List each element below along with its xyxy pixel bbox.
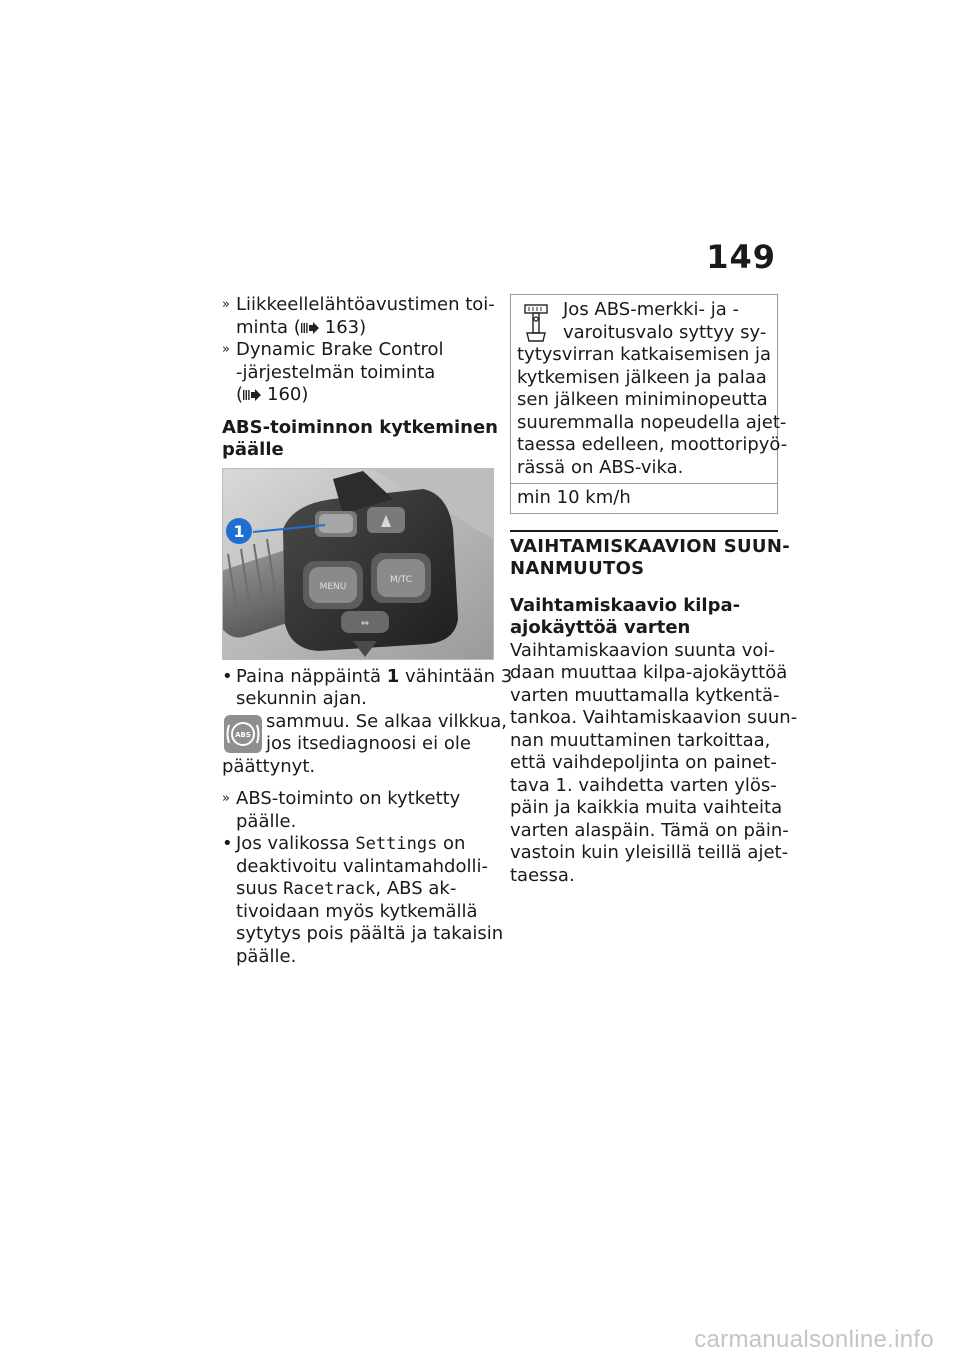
abs-heading-line-1: ABS-toiminnon kytkeminen — [222, 416, 498, 438]
warning-line-4: kytkemisen jälkeen ja palaa — [517, 366, 767, 388]
handlebar-switch-figure — [222, 468, 494, 660]
result-marker-icon: » — [222, 791, 230, 806]
result-abs-on-cont: päälle. — [236, 810, 297, 832]
paragraph-line: varten muuttamalla kytkentä- — [510, 684, 780, 706]
warning-line-8: rässä on ABS-vika. — [517, 456, 684, 478]
section-title-line-2: NANMUUTOS — [510, 558, 645, 579]
cross-reference-2-cont: -järjestelmän toiminta — [236, 361, 436, 383]
warning-line-1: Jos ABS-merkki- ja - — [563, 299, 740, 320]
paragraph-line: nan muuttaminen tarkoittaa, — [510, 729, 771, 751]
paragraph-line: daan muuttaa kilpa-ajokäyttöä — [510, 662, 788, 683]
settings-note-line-3: suus Racetrack, ABS ak- — [236, 878, 457, 899]
paragraph-line: tankoa. Vaihtamiskaavion suun- — [510, 707, 798, 728]
abs-fault-warning-box — [510, 294, 788, 514]
result-marker-icon: » — [222, 342, 230, 357]
paragraph-line: päin ja kaikkia muita vaihteita — [510, 797, 783, 818]
sub-heading-line-2: ajokäyttöä varten — [510, 617, 691, 638]
paragraph-line: Vaihtamiskaavion suunta voi- — [510, 639, 775, 661]
abs-light-note — [222, 710, 507, 756]
paragraph-line: taessa. — [510, 864, 575, 886]
cross-reference-2-page: ( 160) — [236, 384, 309, 405]
page-number: 149 — [706, 238, 776, 276]
cross-reference-2[interactable]: » Dynamic Brake Control — [222, 339, 444, 360]
page-link-160[interactable]: 160) — [267, 384, 309, 405]
menu-label: MENU — [319, 581, 347, 592]
settings-code: Settings — [355, 834, 438, 854]
abs-note-line-2: jos itsediagnoosi ei ole — [266, 733, 471, 754]
bullet-icon: • — [222, 665, 233, 687]
handlebar-switch-illustration — [223, 469, 493, 659]
abs-note-line-1: sammuu. Se alkaa vilkkua, — [266, 710, 507, 732]
bullet-icon: • — [222, 833, 233, 854]
right-column — [510, 294, 798, 887]
abs-heading-line-2: päälle — [222, 439, 284, 460]
step-press-button: • Paina näppäintä 1 vähintään 3 — [222, 665, 513, 687]
left-column — [222, 294, 513, 968]
abs-note-line-3: päättynyt. — [222, 755, 316, 777]
racetrack-code: Racetrack — [283, 879, 376, 899]
settings-note-line-4: tivoidaan myös kytkemällä — [236, 900, 478, 922]
page-link-163[interactable]: 163) — [324, 316, 367, 338]
sub-heading-line-1: Vaihtamiskaavio kilpa- — [510, 594, 741, 616]
paragraph-line: että vaihdepoljinta on painet- — [510, 752, 777, 773]
warning-text — [511, 295, 788, 483]
warning-line-7: taessa edelleen, moottoripyö- — [517, 434, 788, 455]
warning-line-2: varoitusvalo syttyy sy- — [563, 321, 767, 343]
warning-line-6: suuremmalla nopeudella ajet- — [517, 411, 787, 433]
svg-text:ABS: ABS — [235, 730, 251, 739]
warning-line-3: tytysvirran katkaisemisen ja — [517, 344, 772, 365]
step-press-button-cont: sekunnin ajan. — [236, 688, 367, 709]
warning-line-5: sen jälkeen miniminopeutta — [517, 389, 768, 410]
paragraph-line: vastoin kuin yleisillä teillä ajet- — [510, 842, 789, 863]
settings-note-line-6: päälle. — [236, 945, 297, 967]
warning-speed-value: min 10 km/h — [511, 483, 777, 513]
settings-note-line-2: deaktivoitu valintamahdolli- — [236, 855, 488, 877]
result-abs-on: » ABS-toiminto on kytketty — [222, 788, 461, 809]
callout-1-label: 1 — [233, 521, 245, 541]
section-divider — [510, 530, 790, 581]
watermark: carmanualsonline.info — [694, 1326, 934, 1353]
paragraph-line: varten alaspäin. Tämä on päin- — [510, 819, 789, 841]
settings-note-line-5: sytytys pois päältä ja takaisin — [236, 923, 504, 944]
page-reference-arrow-icon — [301, 322, 319, 334]
shift-pattern-paragraph — [510, 639, 798, 888]
result-marker-icon: » — [222, 297, 230, 312]
cross-reference-1-cont: minta ( 163) — [236, 316, 367, 338]
step-settings-note: • Jos valikossa Settings on — [222, 833, 466, 854]
section-title-line-1: VAIHTAMISKAAVION SUUN- — [510, 535, 790, 557]
mtc-label: M/TC — [389, 574, 413, 585]
wrench-warning-icon — [523, 303, 549, 345]
svg-text:⇔: ⇔ — [360, 617, 370, 629]
cross-reference-1[interactable]: » Liikkeellelähtöavustimen toi- — [222, 294, 495, 315]
paragraph-line: tava 1. vaihdetta varten ylös- — [510, 774, 777, 796]
page-reference-arrow-icon — [243, 389, 261, 401]
abs-warning-light-icon — [224, 715, 262, 753]
